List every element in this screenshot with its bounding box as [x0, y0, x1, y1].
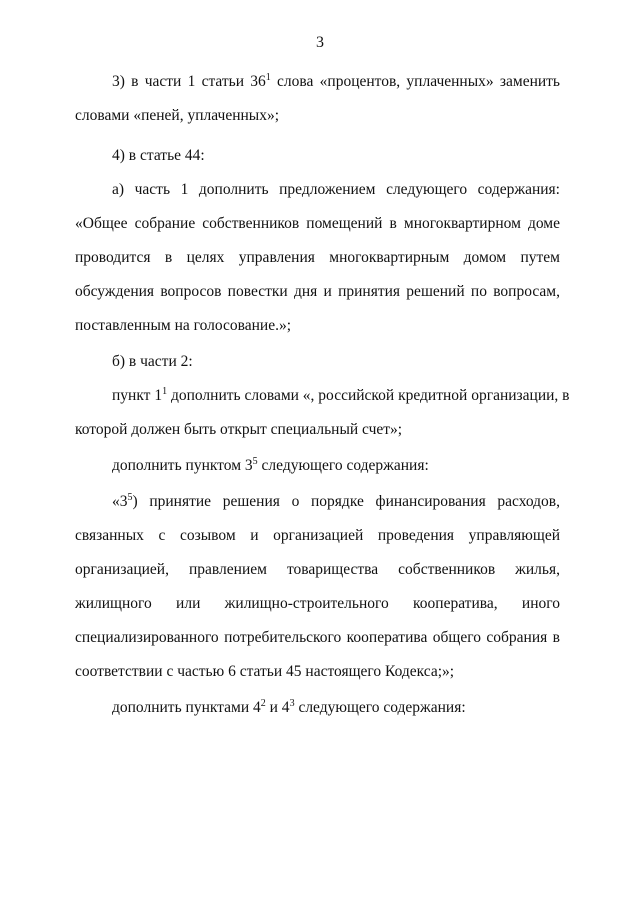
text-line-17: специализированного потребительского кооператива общего собрания в: [75, 629, 560, 646]
text-line-11: которой должен быть открыт специальный счет»;: [75, 421, 403, 438]
text-line-7: обсуждения вопросов повестки дня и принятия решений по вопросам,: [75, 283, 560, 300]
text-line-6: проводится в целях управления многоквартирным домом путем: [75, 249, 560, 266]
text-line-2: словами «пеней, уплаченных»;: [75, 107, 280, 124]
text-line-12: дополнить пунктом $3^5$ следующего содержания:: [112, 456, 429, 474]
text-line-14: связанных с созывом и организацией проведения управляющей: [75, 527, 560, 544]
text-line-18: соответствии с частью 6 статьи 45 настоящего Кодекса;»;: [75, 663, 455, 680]
text-line-16: жилищного или жилищно-строительного кооператива, иного: [75, 595, 560, 612]
text-line-3: 4) в статье 44:: [112, 147, 205, 164]
text-line-5: «Общее собрание собственников помещений в многоквартирном доме: [75, 215, 560, 232]
text-line-10: пункт $1^1$ дополнить словами «, российской кредитной организации, в: [112, 386, 570, 404]
page-number: 3: [316, 34, 324, 51]
text-line-13: «$3^5$) принятие решения о порядке финансирования расходов,: [112, 492, 560, 510]
text-line-8: поставленным на голосование.»;: [75, 317, 292, 334]
text-line-9: б) в части 2:: [112, 353, 193, 370]
text-line-15: организацией, правлением товарищества собственников жилья,: [75, 561, 560, 578]
text-line-4: а) часть 1 дополнить предложением следующего содержания:: [112, 181, 560, 198]
text-line-1: 3) в части 1 статьи $36^1$ слова «процентов, уплаченных» заменить: [112, 72, 561, 90]
text-line-19: дополнить пунктами $4^2$ и $4^3$ следующего содержания:: [112, 698, 466, 716]
